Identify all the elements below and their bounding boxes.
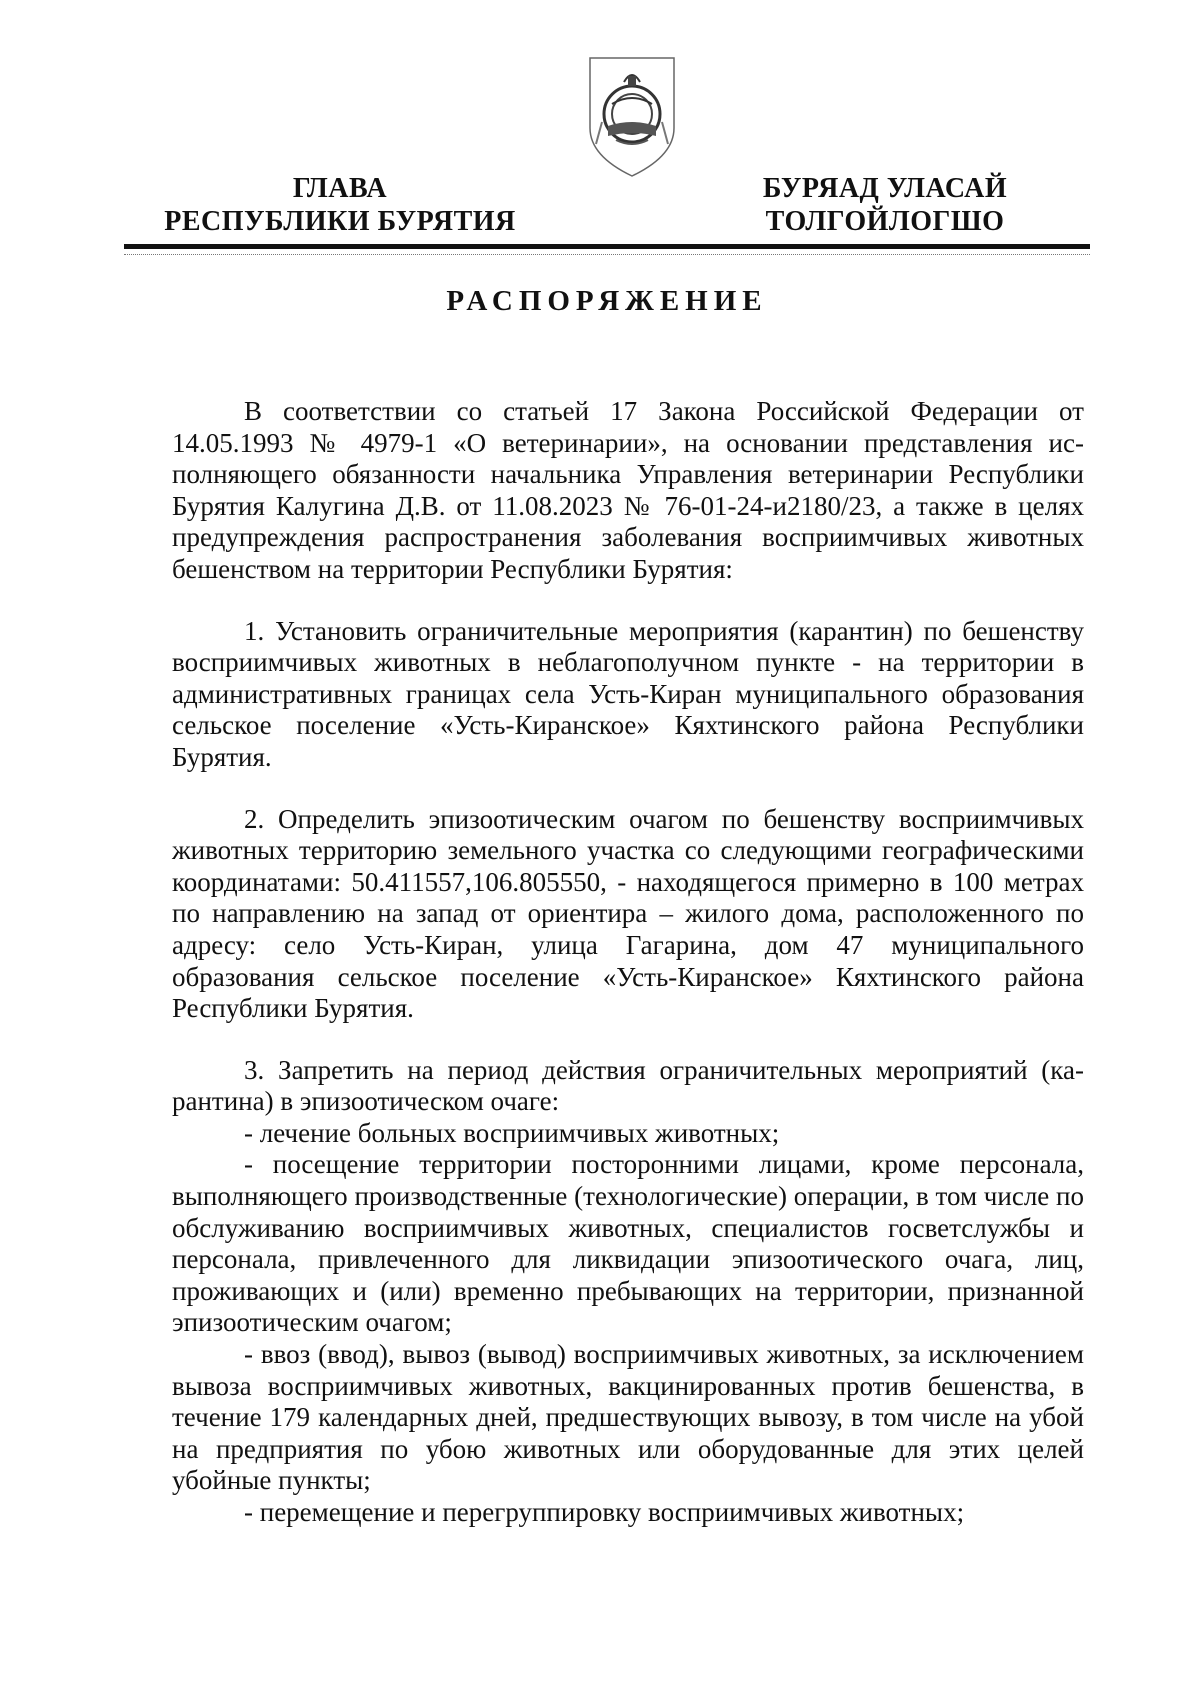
paragraph-item-2: 2. Определить эпизоотическим очагом по бешенству восприимчивых животных территорию земельного участка со следующими географическими координатами: 50.411557,106.805550, - находящегося примерно в 100 метрах по направлению на запад от ориентира – жилого дома, расположенного по адресу: село Усть-Киран, улица Гагарина, дом 47 муниципального образования сельское поселение «Усть-Киранское» Кяхтинского района Республики Бурятия.: [172, 803, 1084, 1024]
paragraph-item-3: 3. Запретить на период действия ограничительных мероприятий (карантина) в эпизоотическом очаге:: [172, 1054, 1084, 1117]
list-item: - ввоз (ввод), вывоз (вывод) восприимчивых животных, за исключением вывоза восприимчивых животных, вакцинированных против бешенства, в течение 179 календарных дней, предшествующих вывозу, в том числе на убой на предприятия по убою животных или оборудованные для этих целей убойные пункты;: [172, 1339, 1084, 1496]
paragraph-preamble: В соответствии со статьей 17 Закона Российской Федерации от 14.05.1993 № 4979-1 «О ветеринарии», на основании представления исполняющего обязанности начальника Управления ветеринарии Республики Бурятия Калугина Д.В. от 11.08.2023 № 76-01-24-и2180/23, а также в целях предупреждения распространения заболевания восприимчивых животных бешенством на территории Республики Бурятия:: [172, 396, 1084, 584]
list-item: - перемещение и перегруппировку восприимчивых животных;: [244, 1497, 965, 1527]
document-body: [172, 396, 1084, 1529]
header-right-line1: БУРЯАД УЛАСАЙ: [762, 173, 1008, 204]
header-left: [150, 172, 530, 238]
list-item: - лечение больных восприимчивых животных;: [244, 1117, 780, 1148]
header-left-line1: ГЛАВА: [292, 173, 388, 204]
document-title: РАСПОРЯЖЕНИЕ: [446, 285, 768, 317]
header-right-line2: ТОЛГОЙЛОГШО: [765, 206, 1005, 237]
list-item: - посещение территории посторонними лицами, кроме персонала, выполняющего производственные (технологические) операции, в том числе по обслуживанию восприимчивых животных, специалистов госветслужбы и персонала, привлеченного для ликвидации эпизоотического очага, лиц, проживающих и (или) временно пребывающих на территории, признанной эпизоотическим очагом;: [172, 1149, 1084, 1338]
coat-of-arms-icon: [582, 52, 682, 180]
paragraph-item-1: 1. Установить ограничительные мероприятия (карантин) по бешенству восприимчивых животных в неблагополучном пункте - на территории в административных границах села Усть-Киран муниципального образования сельское поселение «Усть-Киранское» Кяхтинского района Республики Бурятия.: [172, 615, 1084, 772]
header-divider: [124, 244, 1090, 249]
header-divider-dotted: [124, 254, 1090, 255]
header-right: [720, 172, 1050, 238]
header-left-line2: РЕСПУБЛИКИ БУРЯТИЯ: [164, 206, 516, 237]
